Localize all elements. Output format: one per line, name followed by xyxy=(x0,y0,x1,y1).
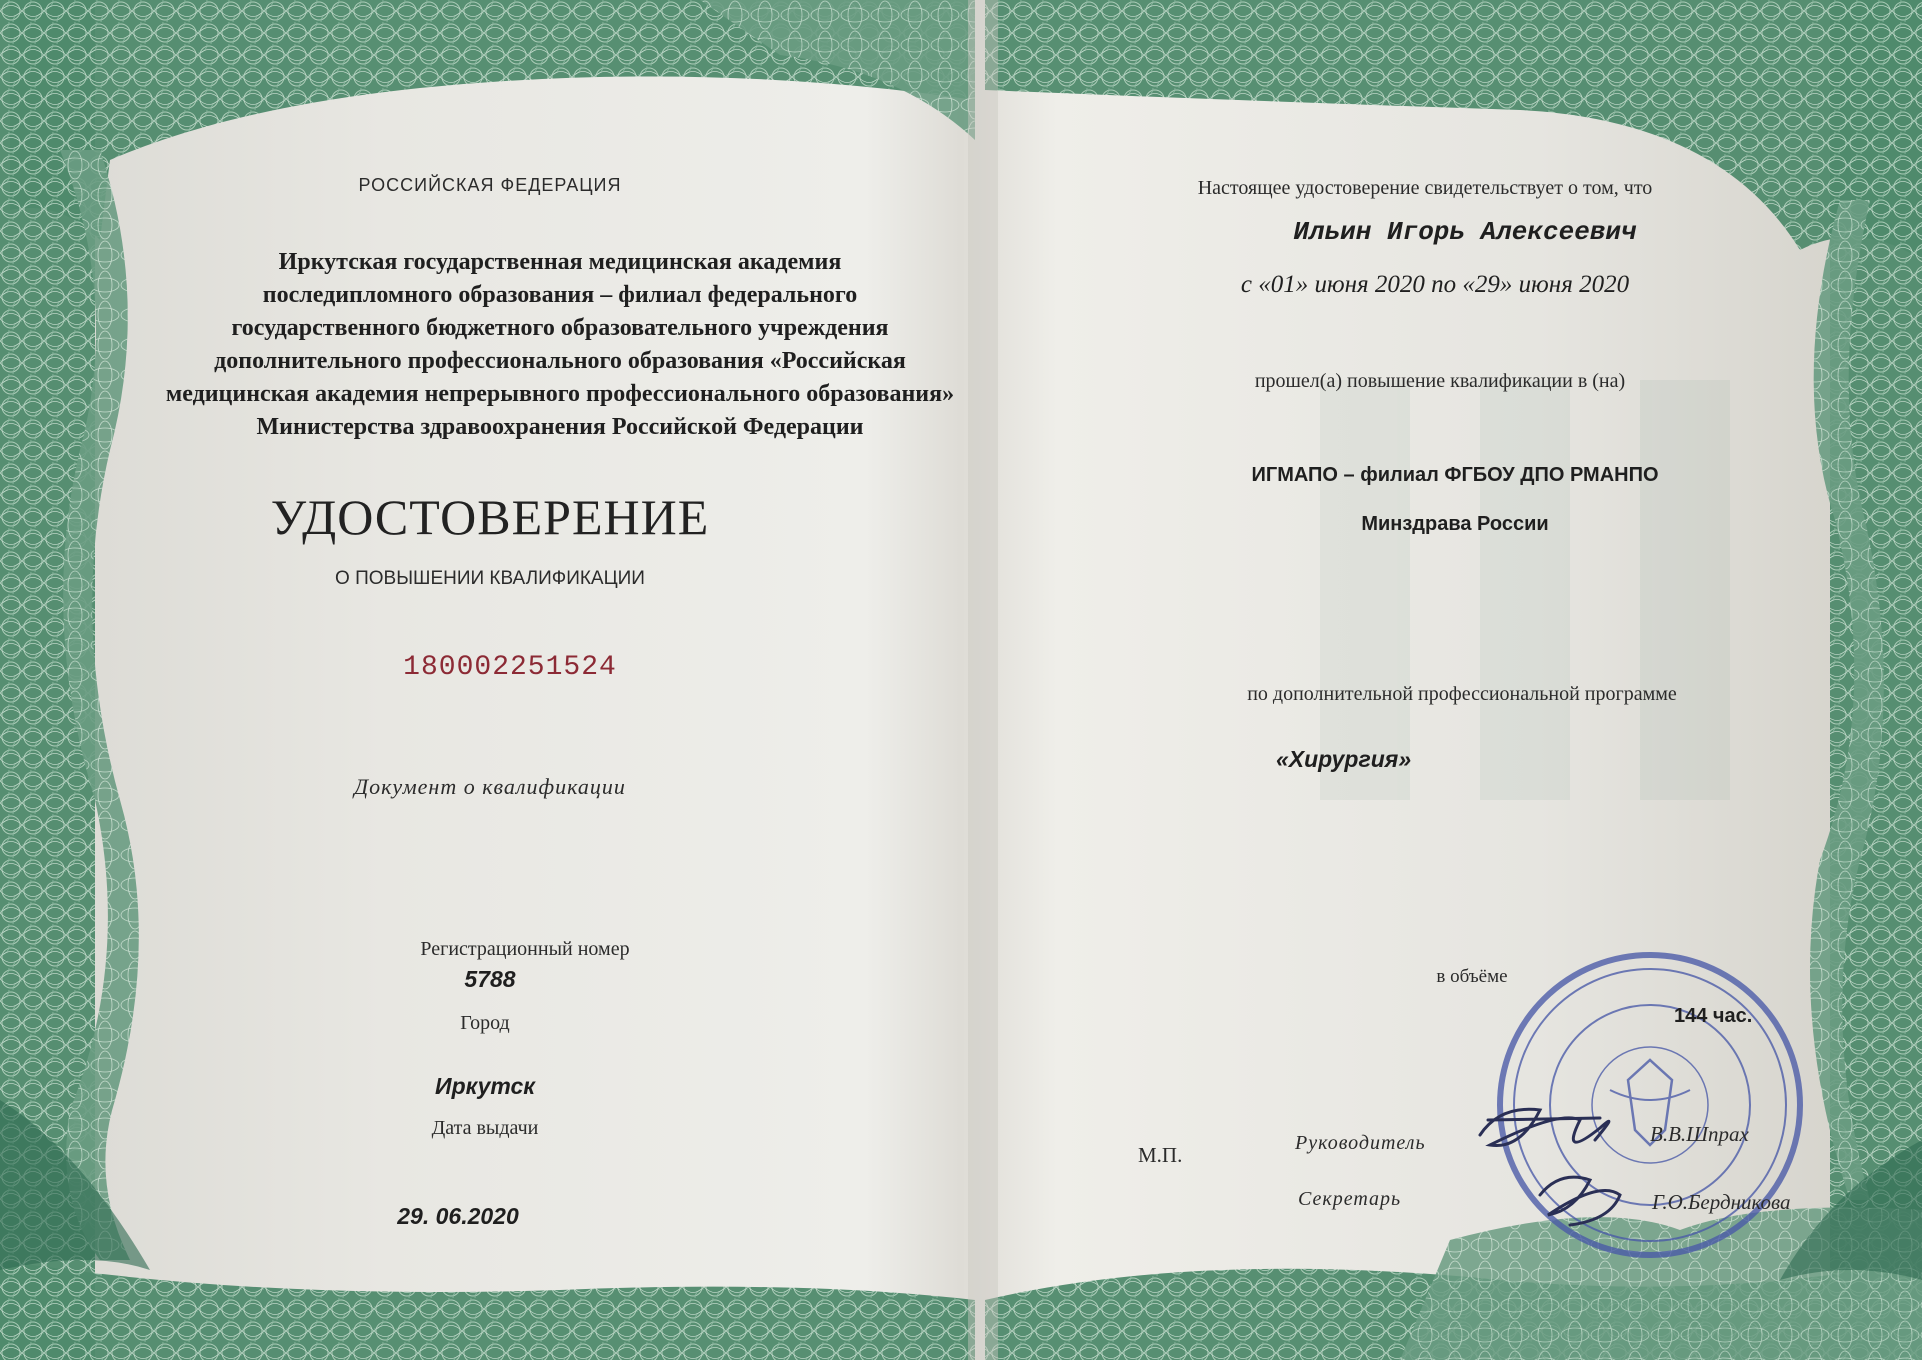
document-subtitle: О ПОВЫШЕНИИ КВАЛИФИКАЦИИ xyxy=(335,568,645,589)
completed-text: прошел(а) повышение квалификации в (на) xyxy=(1254,370,1626,392)
country-label: РОССИЙСКАЯ ФЕДЕРАЦИЯ xyxy=(358,175,622,195)
volume-value: 144 час. xyxy=(1674,1005,1753,1027)
right-frame xyxy=(985,0,1922,1360)
institution-line-4: дополнительного профессионального образования «Российская xyxy=(214,348,906,374)
document-title: УДОСТОВЕРЕНИЕ xyxy=(270,489,710,545)
registration-label: Регистрационный номер xyxy=(420,938,630,960)
person-name: Ильин Игорь Алексеевич xyxy=(1293,217,1637,247)
volume-label: в объёме xyxy=(1436,966,1508,987)
secretary-name: Г.О.Бердникова xyxy=(1652,1190,1791,1214)
intro-text: Настоящее удостоверение свидетельствует о том, что xyxy=(1197,177,1653,199)
institution-line-2: последипломного образования – филиал федерального xyxy=(262,282,858,308)
institution-line-5: медицинская академия непрерывного профессионального образования» xyxy=(165,381,955,407)
serial-number: 180002251524 xyxy=(403,652,617,683)
head-name: В.В.Шпрах xyxy=(1650,1122,1749,1146)
institution-name xyxy=(166,246,954,444)
institution-line-3: государственного бюджетного образовательного учреждения xyxy=(231,315,889,341)
city-value: Иркутск xyxy=(435,1073,535,1099)
issue-date-value: 29. 06.2020 xyxy=(397,1203,519,1229)
program-label: по дополнительной профессиональной программе xyxy=(1247,683,1677,705)
issue-date-label: Дата выдачи xyxy=(431,1117,539,1139)
secretary-label: Секретарь xyxy=(1298,1188,1402,1210)
institution-line-6: Министерства здравоохранения Российской Федерации xyxy=(256,414,864,440)
stamp-place-label: М.П. xyxy=(1138,1143,1183,1167)
organization-line-2: Минздрава России xyxy=(1361,513,1549,535)
city-label: Город xyxy=(460,1012,510,1034)
program-name: «Хирургия» xyxy=(1276,746,1412,772)
head-label: Руководитель xyxy=(1295,1132,1426,1154)
document-type: Документ о квалификации xyxy=(354,774,626,799)
study-period: с «01» июня 2020 по «29» июня 2020 xyxy=(1240,271,1630,298)
registration-number: 5788 xyxy=(464,966,516,992)
institution-line-1: Иркутская государственная медицинская академия xyxy=(278,249,842,275)
organization-line-1: ИГМАПО – филиал ФГБОУ ДПО РМАНПО xyxy=(1251,464,1659,486)
